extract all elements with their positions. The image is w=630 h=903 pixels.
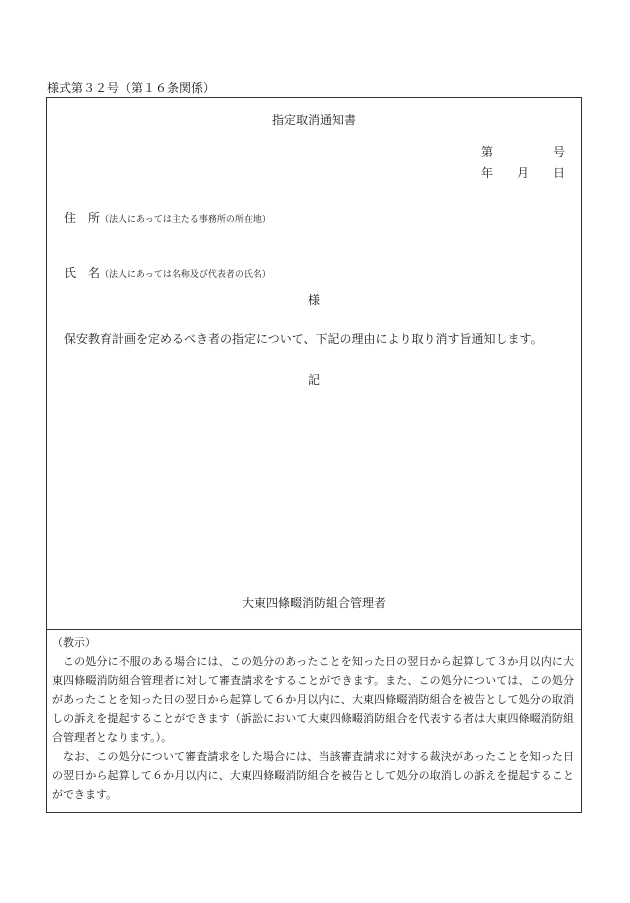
name-line (64, 265, 271, 283)
ki-heading: 記 (307, 373, 320, 387)
address-line (64, 210, 271, 228)
date-month-label: 月 (516, 166, 529, 180)
instruction-heading: （教示） (52, 636, 96, 649)
name-label: 氏 名 (64, 266, 101, 280)
instruction-paragraph-2: なお、この処分について審査請求をした場合には、当該審査請求に対する裁決があったことを知った日の翌日から起算して６か月以内に、大東四條畷消防組合を被告として処分の取消しの訴えを提起することができます。 (52, 750, 574, 801)
document-date (481, 165, 565, 181)
instruction-paragraph-1: この処分に不服のある場合には、この処分のあったことを知った日の翌日から起算して３か月以内に大東四條畷消防組合管理者に対して審査請求をすることができます。また、この処分については、この処分があったことを知った日の翌日から起算して６か月以内に、大東四條畷消防組合を被告として処分の取消しの訴えを提起することができます（訴訟において大東四條畷消防組合を代表する者は大東四條畷消防組合管理者となります。）。 (52, 655, 574, 744)
date-day-label: 日 (552, 166, 565, 180)
number-prefix: 第 (481, 145, 494, 159)
address-note: （法人にあっては主たる事務所の所在地） (100, 215, 271, 225)
instruction-section (47, 630, 581, 804)
number-suffix: 号 (552, 145, 565, 159)
issuer-name: 大東四條畷消防組合管理者 (241, 596, 386, 610)
form-number: 様式第３２号（第１６条関係） (47, 81, 216, 95)
document-number (481, 144, 565, 165)
name-note: （法人にあっては名称及び代表者の氏名） (100, 270, 271, 280)
document-title: 指定取消通知書 (271, 113, 356, 127)
notice-main-section (47, 98, 581, 630)
date-year-label: 年 (481, 166, 494, 180)
notice-body-text: 保安教育計画を定めるべき者の指定について、下記の理由により取り消す旨通知します。 (64, 332, 543, 346)
notice-form (46, 97, 582, 813)
address-label: 住 所 (64, 211, 101, 225)
honorific: 様 (307, 293, 320, 307)
